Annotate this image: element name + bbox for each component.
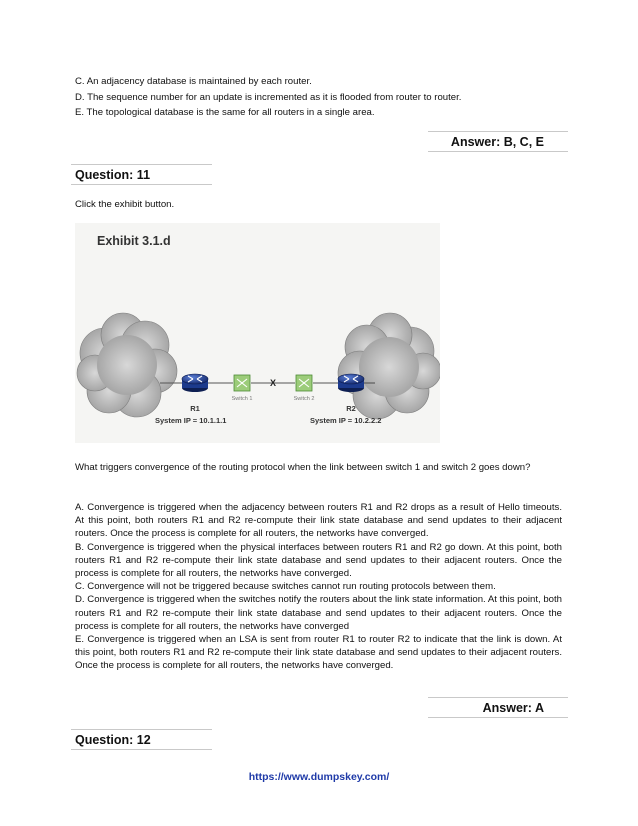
question-title: Question: 12 bbox=[75, 733, 151, 747]
option-e: E. Convergence is triggered when an LSA is sent from router R1 to router R2 to indicate that the link is down. At this point, both routers R1 and R2 re-compute their link state database and send updates to their adjacent routers. Once the process is complete for all routers, the networks have converged. bbox=[75, 634, 562, 672]
answer-top-rule bbox=[428, 697, 568, 698]
option-a: A. Convergence is triggered when the adjacency between routers R1 and R2 drops as a result of Hello timeouts. At this point, both routers R1 and R2 re-compute their link state database and send updates to their adjacent routers. Once the process is complete for all routers, the networks have converged. bbox=[75, 502, 562, 540]
question-bottom-rule bbox=[71, 184, 212, 185]
switch-2-icon bbox=[296, 375, 312, 391]
answer-label: Answer: B, C, E bbox=[450, 135, 544, 149]
exhibit-title: Exhibit 3.1.d bbox=[97, 234, 171, 248]
left-cloud-icon bbox=[77, 313, 177, 417]
option-d: D. Convergence is triggered when the switches notify the routers about the link state information. At this point, both routers R1 and R2 re-compute their link state database and send updates to their adjacent routers. Once the process is complete for all routers, the networks have converged bbox=[75, 594, 562, 632]
switch-2-label: Switch 2 bbox=[293, 396, 315, 402]
link-break-mark: X bbox=[269, 378, 277, 388]
option-d: D. The sequence number for an update is incremented as it is flooded from router to router. bbox=[75, 92, 462, 103]
router-r1-icon bbox=[182, 374, 208, 392]
question-bottom-rule bbox=[71, 749, 212, 750]
answer-top-rule bbox=[428, 131, 568, 132]
option-b: B. Convergence is triggered when the physical interfaces between routers R1 and R2 go down. At this point, both routers R1 and R2 re-compute their link state database and send updates to their adjacent routers. Once the process is complete for all routers, the networks have converged. bbox=[75, 541, 562, 580]
question-top-rule bbox=[71, 164, 212, 165]
footer-link[interactable]: https://www.dumpskey.com/ bbox=[248, 771, 390, 783]
instruction-text: Click the exhibit button. bbox=[75, 199, 175, 210]
option-e: E. The topological database is the same for all routers in a single area. bbox=[75, 107, 375, 118]
switch-1-label: Switch 1 bbox=[231, 396, 253, 402]
option-c: C. Convergence will not be triggered because switches cannot run routing protocols between them. bbox=[75, 581, 496, 593]
answer-bottom-rule bbox=[428, 717, 568, 718]
r2-label: R2 bbox=[346, 404, 356, 413]
question-title: Question: 11 bbox=[75, 168, 151, 182]
answer-bottom-rule bbox=[428, 151, 568, 152]
r1-system-ip: System IP = 10.1.1.1 bbox=[155, 416, 227, 425]
option-c: C. An adjacency database is maintained by each router. bbox=[75, 76, 312, 87]
switch-1-icon bbox=[234, 375, 250, 391]
r2-system-ip: System IP = 10.2.2.2 bbox=[310, 416, 382, 425]
r1-label: R1 bbox=[190, 404, 200, 413]
answer-options bbox=[75, 501, 562, 673]
exhibit-image bbox=[75, 223, 440, 443]
router-r2-icon bbox=[338, 374, 364, 392]
question-prompt: What triggers convergence of the routing protocol when the link between switch 1 and switch 2 goes down? bbox=[75, 462, 531, 473]
network-diagram bbox=[75, 223, 440, 443]
question-top-rule bbox=[71, 729, 212, 730]
answer-label: Answer: A bbox=[482, 701, 544, 715]
